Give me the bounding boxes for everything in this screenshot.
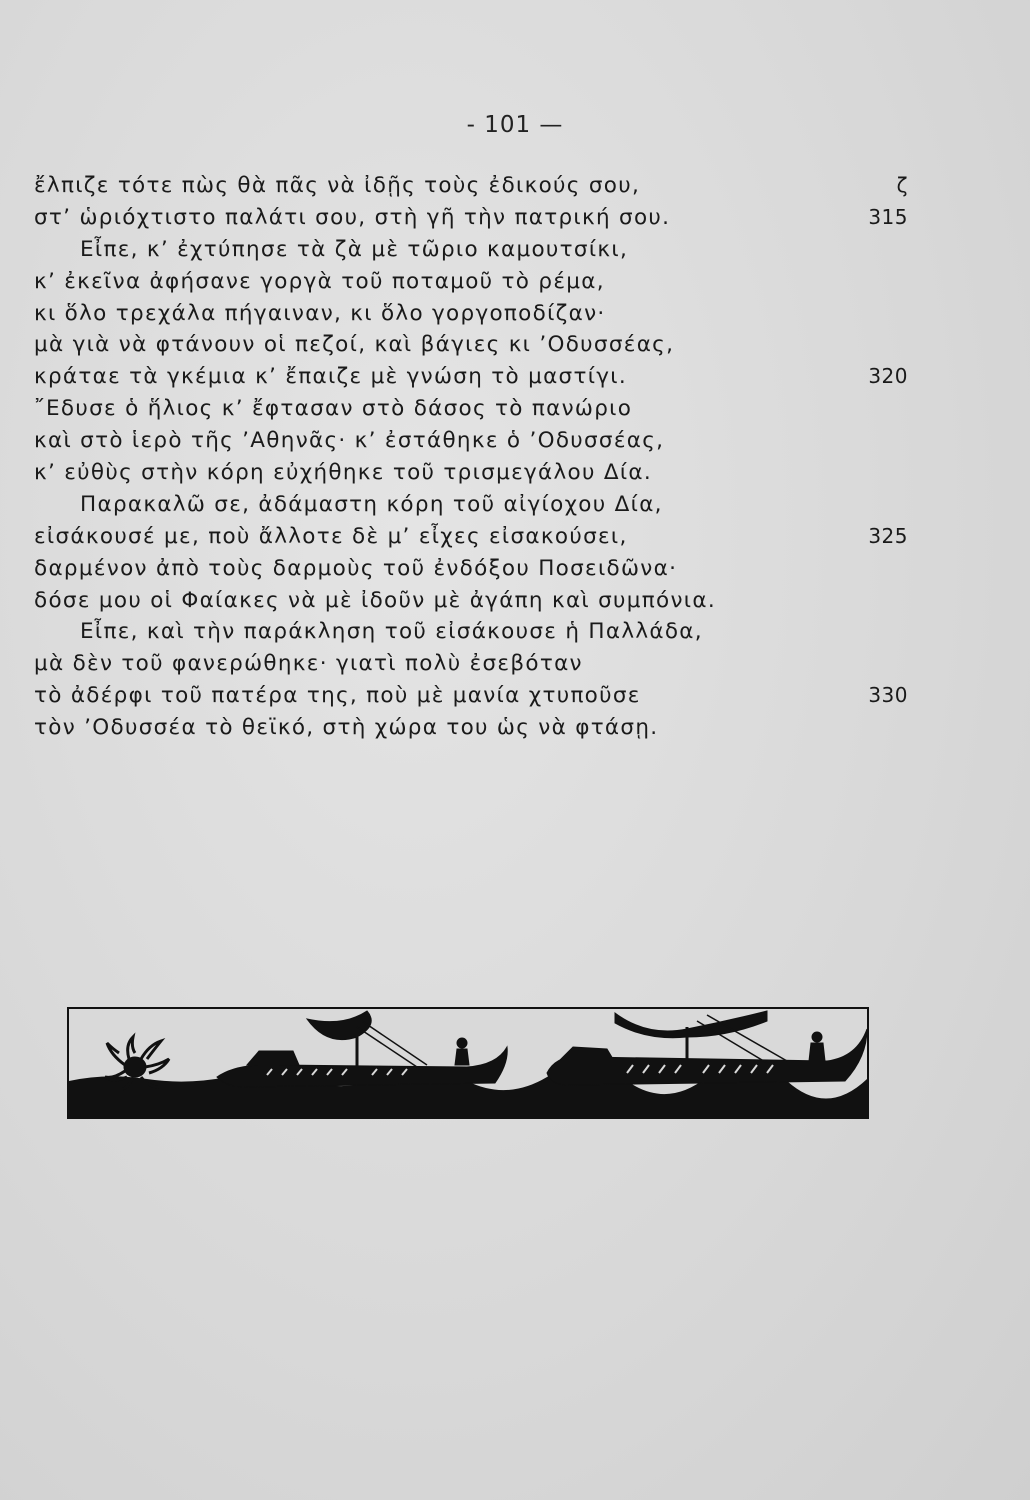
verse-line bbox=[34, 361, 914, 393]
verse-line bbox=[34, 329, 914, 361]
verse-text: ῎Εδυσε ὁ ἥλιος κ’ ἔφτασαν στὸ δάσος τὸ πανώριο bbox=[34, 396, 633, 422]
verse-text: ἔλπιζε τότε πὼς θὰ πᾶς νὰ ἰδῇς τοὺς ἐδικούς σου, bbox=[34, 173, 641, 198]
verse-line bbox=[34, 202, 914, 234]
verse-line bbox=[34, 648, 914, 680]
verse-text: Εἶπε, κ’ ἐχτύπησε τὰ ζὰ μὲ τῶριο καμουτσίκι, bbox=[80, 236, 629, 262]
verse-text: Παρακαλῶ σε, ἀδάμαστη κόρη τοῦ αἰγίοχου Δία, bbox=[80, 491, 663, 517]
verse-line bbox=[34, 553, 914, 585]
line-number: 315 bbox=[868, 204, 908, 229]
verse-line bbox=[34, 521, 914, 553]
verse-line bbox=[34, 680, 914, 712]
verse-text: εἰσάκουσέ με, ποὺ ἄλλοτε δὲ μ’ εἶχες εἰσακούσει, bbox=[34, 523, 628, 549]
verse-text: κ’ εὐθὺς στὴν κόρη εὐχήθηκε τοῦ τρισμεγάλου Δία. bbox=[34, 460, 653, 486]
verse-text: κράταε τὰ γκέμια κ’ ἔπαιζε μὲ γνώση τὸ μαστίγι. bbox=[34, 364, 628, 390]
ship-frieze-illustration bbox=[67, 1007, 869, 1119]
verse-text: μὰ δὲν τοῦ φανερώθηκε· γιατὶ πολὺ ἐσεβόταν bbox=[34, 651, 583, 677]
verse-text: τὸν ’Οδυσσέα τὸ θεϊκό, στὴ χώρα του ὡς νὰ φτάσῃ. bbox=[34, 715, 659, 741]
verse-text: μὰ γιὰ νὰ φτάνουν οἱ πεζοί, καὶ βάγιες κι ’Οδυσσέας, bbox=[34, 332, 675, 358]
line-number: ζ bbox=[896, 173, 908, 197]
line-number: 320 bbox=[868, 364, 908, 389]
verse-text: κι ὅλο τρεχάλα πήγαιναν, κι ὅλο γοργοποδίζαν· bbox=[34, 300, 606, 326]
verse-text: κ’ ἐκεῖνα ἀφήσανε γοργὰ τοῦ ποταμοῦ τὸ ρέμα, bbox=[34, 268, 605, 294]
verse-line bbox=[34, 712, 914, 744]
line-number: 325 bbox=[868, 523, 908, 548]
verse-line bbox=[34, 616, 914, 648]
verse-text: Εἶπε, καὶ τὴν παράκληση τοῦ εἰσάκουσε ἡ Παλλάδα, bbox=[80, 619, 703, 645]
verse-text: στ’ ὡριόχτιστο παλάτι σου, στὴ γῆ τὴν πατρική σου. bbox=[34, 204, 671, 230]
verse-line bbox=[34, 457, 914, 489]
verse-text: δόσε μου οἱ Φαίακες νὰ μὲ ἰδοῦν μὲ ἀγάπη καὶ συμπόνια. bbox=[34, 587, 716, 613]
verse-text: τὸ ἀδέρφι τοῦ πατέρα της, ποὺ μὲ μανία χτυποῦσε bbox=[34, 683, 641, 709]
verse-line bbox=[34, 234, 914, 266]
verse-block bbox=[34, 170, 914, 744]
verse-line bbox=[34, 170, 914, 202]
verse-line bbox=[34, 393, 914, 425]
line-number: 330 bbox=[868, 683, 908, 708]
verse-line bbox=[34, 489, 914, 521]
verse-line bbox=[34, 298, 914, 330]
verse-text: καὶ στὸ ἱερὸ τῆς ’Αθηνᾶς· κ’ ἐστάθηκε ὁ ’Οδυσσέας, bbox=[34, 428, 665, 454]
verse-line bbox=[34, 585, 914, 617]
verse-line bbox=[34, 425, 914, 457]
verse-line bbox=[34, 266, 914, 298]
verse-text: δαρμένον ἀπὸ τοὺς δαρμοὺς τοῦ ἐνδόξου Ποσειδῶνα· bbox=[34, 555, 678, 581]
page-number: - 101 — bbox=[466, 112, 564, 138]
